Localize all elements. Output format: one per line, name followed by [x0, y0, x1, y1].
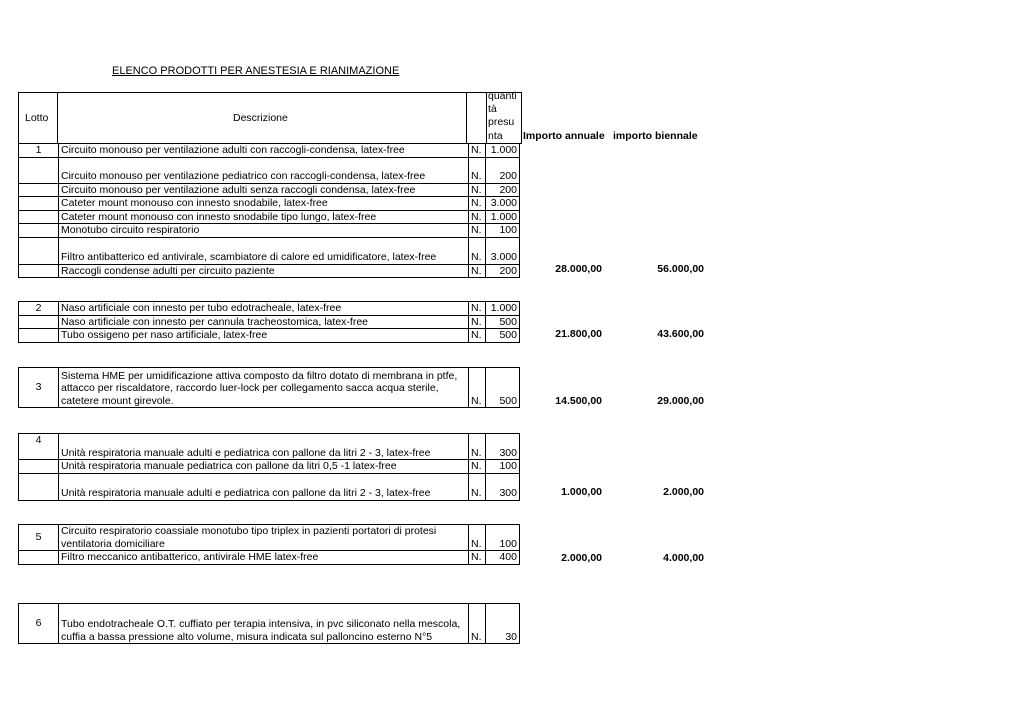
unit: N.: [469, 551, 486, 565]
lot-number: 2: [19, 302, 59, 316]
header-unit-cell: [466, 92, 487, 144]
lot-number-empty: [19, 460, 59, 474]
quantity: 1.000: [486, 144, 520, 158]
product-description: Circuito respiratorio coassiale monotubo tipo triplex in pazienti portatori di protesi ventilatoria domiciliare: [59, 525, 469, 551]
product-description: Cateter mount monouso con innesto snodabile tipo lungo, latex-free: [59, 210, 469, 224]
quantity: 3.000: [486, 197, 520, 211]
quantity: 1.000: [486, 210, 520, 224]
lot-number-empty: [19, 210, 59, 224]
quantity: 500: [486, 315, 520, 329]
importo-biennale-value: 4.000,00: [663, 552, 704, 564]
lot-6-table: [18, 603, 520, 644]
product-description: Naso artificiale con innesto per tubo edotracheale, latex-free: [59, 302, 469, 316]
lot-number: 6: [19, 604, 59, 644]
lot-3-table: [18, 367, 520, 408]
quantity: 300: [486, 473, 520, 500]
unit: N.: [469, 197, 486, 211]
unit: N.: [469, 525, 486, 551]
unit: N.: [469, 460, 486, 474]
product-description: Raccogli condense adulti per circuito paziente: [59, 264, 469, 278]
unit: N.: [469, 264, 486, 278]
product-description: Monotubo circuito respiratorio: [59, 224, 469, 238]
product-description: Tubo endotracheale O.T. cuffiato per terapia intensiva, in pvc siliconato nella mescola, cuffia a bassa pressione alto volume, misura indicata sul palloncino esterno N°5: [59, 604, 469, 644]
header-importo-biennale: importo biennale: [613, 130, 698, 142]
lot-number: 1: [19, 144, 59, 158]
importo-annuale-value: 2.000,00: [561, 552, 602, 564]
unit: N.: [469, 434, 486, 460]
unit: N.: [469, 329, 486, 343]
quantity: 200: [486, 264, 520, 278]
quantity: 100: [486, 460, 520, 474]
importo-biennale-value: 2.000,00: [663, 486, 704, 498]
product-description: Sistema HME per umidificazione attiva composto da filtro dotato di membrana in ptfe, attacco per riscaldatore, raccordo luer-lock per collegamento sacca acqua sterile, catetere mount girevole.: [59, 368, 469, 408]
product-description: Filtro meccanico antibatterico, antivirale HME latex-free: [59, 551, 469, 565]
quantity: 500: [486, 329, 520, 343]
header-importo-annuale: Importo annuale: [523, 130, 605, 142]
quantity: 400: [486, 551, 520, 565]
importo-annuale-value: 1.000,00: [561, 486, 602, 498]
lot-number-empty: [19, 237, 59, 264]
quantity: 1.000: [486, 302, 520, 316]
quantity: 200: [486, 157, 520, 183]
lot-number-empty: [19, 329, 59, 343]
lot-5-table: [18, 524, 520, 565]
unit: N.: [469, 315, 486, 329]
quantity: 30: [486, 604, 520, 644]
quantity: 300: [486, 434, 520, 460]
header-quantita-line-1: quanti: [488, 90, 517, 102]
unit: N.: [469, 368, 486, 408]
importo-biennale-value: 29.000,00: [657, 395, 704, 407]
lot-number-empty: [19, 183, 59, 197]
lot-number-empty: [19, 264, 59, 278]
unit: N.: [469, 302, 486, 316]
importo-biennale-value: 43.600,00: [657, 328, 704, 340]
header-lotto: Lotto: [25, 112, 49, 124]
lot-number: 4: [19, 434, 59, 460]
header-quantita-line-2: tà: [488, 103, 497, 115]
lot-number-empty: [19, 197, 59, 211]
quantity: 500: [486, 368, 520, 408]
header-descrizione: Descrizione: [233, 112, 288, 124]
header-quantita-line-3: presu: [488, 116, 515, 128]
unit: N.: [469, 144, 486, 158]
lot-number: 5: [19, 525, 59, 551]
product-description: Circuito monouso per ventilazione adulti con raccogli-condensa, latex-free: [59, 144, 469, 158]
unit: N.: [469, 604, 486, 644]
lot-number-empty: [19, 157, 59, 183]
quantity: 3.000: [486, 237, 520, 264]
quantity: 100: [486, 224, 520, 238]
lot-number-empty: [19, 473, 59, 500]
product-description: Unità respiratoria manuale adulti e pediatrica con pallone da litri 2 - 3, latex-free: [59, 473, 469, 500]
quantity: 200: [486, 183, 520, 197]
unit: N.: [469, 224, 486, 238]
unit: N.: [469, 473, 486, 500]
lot-2-table: [18, 301, 520, 343]
product-description: Naso artificiale con innesto per cannula tracheostomica, latex-free: [59, 315, 469, 329]
product-description: Filtro antibatterico ed antivirale, scambiatore di calore ed umidificatore, latex-free: [59, 237, 469, 264]
header-quantita-line-4: nta: [488, 130, 503, 142]
product-description: Unità respiratoria manuale adulti e pediatrica con pallone da litri 2 - 3, latex-free: [59, 434, 469, 460]
product-description: Circuito monouso per ventilazione adulti senza raccogli condensa, latex-free: [59, 183, 469, 197]
lot-number-empty: [19, 224, 59, 238]
quantity: 100: [486, 525, 520, 551]
importo-biennale-value: 56.000,00: [657, 263, 704, 275]
product-description: Unità respiratoria manuale pediatrica con pallone da litri 0,5 -1 latex-free: [59, 460, 469, 474]
unit: N.: [469, 210, 486, 224]
unit: N.: [469, 157, 486, 183]
unit: N.: [469, 237, 486, 264]
importo-annuale-value: 28.000,00: [555, 263, 602, 275]
product-description: Cateter mount monouso con innesto snodabile, latex-free: [59, 197, 469, 211]
lot-number-empty: [19, 551, 59, 565]
lot-4-table: [18, 433, 520, 501]
unit: N.: [469, 183, 486, 197]
importo-annuale-value: 14.500,00: [555, 395, 602, 407]
lot-number: 3: [19, 368, 59, 408]
lot-number-empty: [19, 315, 59, 329]
document-title: ELENCO PRODOTTI PER ANESTESIA E RIANIMAZIONE: [112, 65, 400, 77]
importo-annuale-value: 21.800,00: [555, 328, 602, 340]
product-description: Circuito monouso per ventilazione pediatrico con raccogli-condensa, latex-free: [59, 157, 469, 183]
product-description: Tubo ossigeno per naso artificiale, latex-free: [59, 329, 469, 343]
lot-1-table: [18, 143, 520, 278]
